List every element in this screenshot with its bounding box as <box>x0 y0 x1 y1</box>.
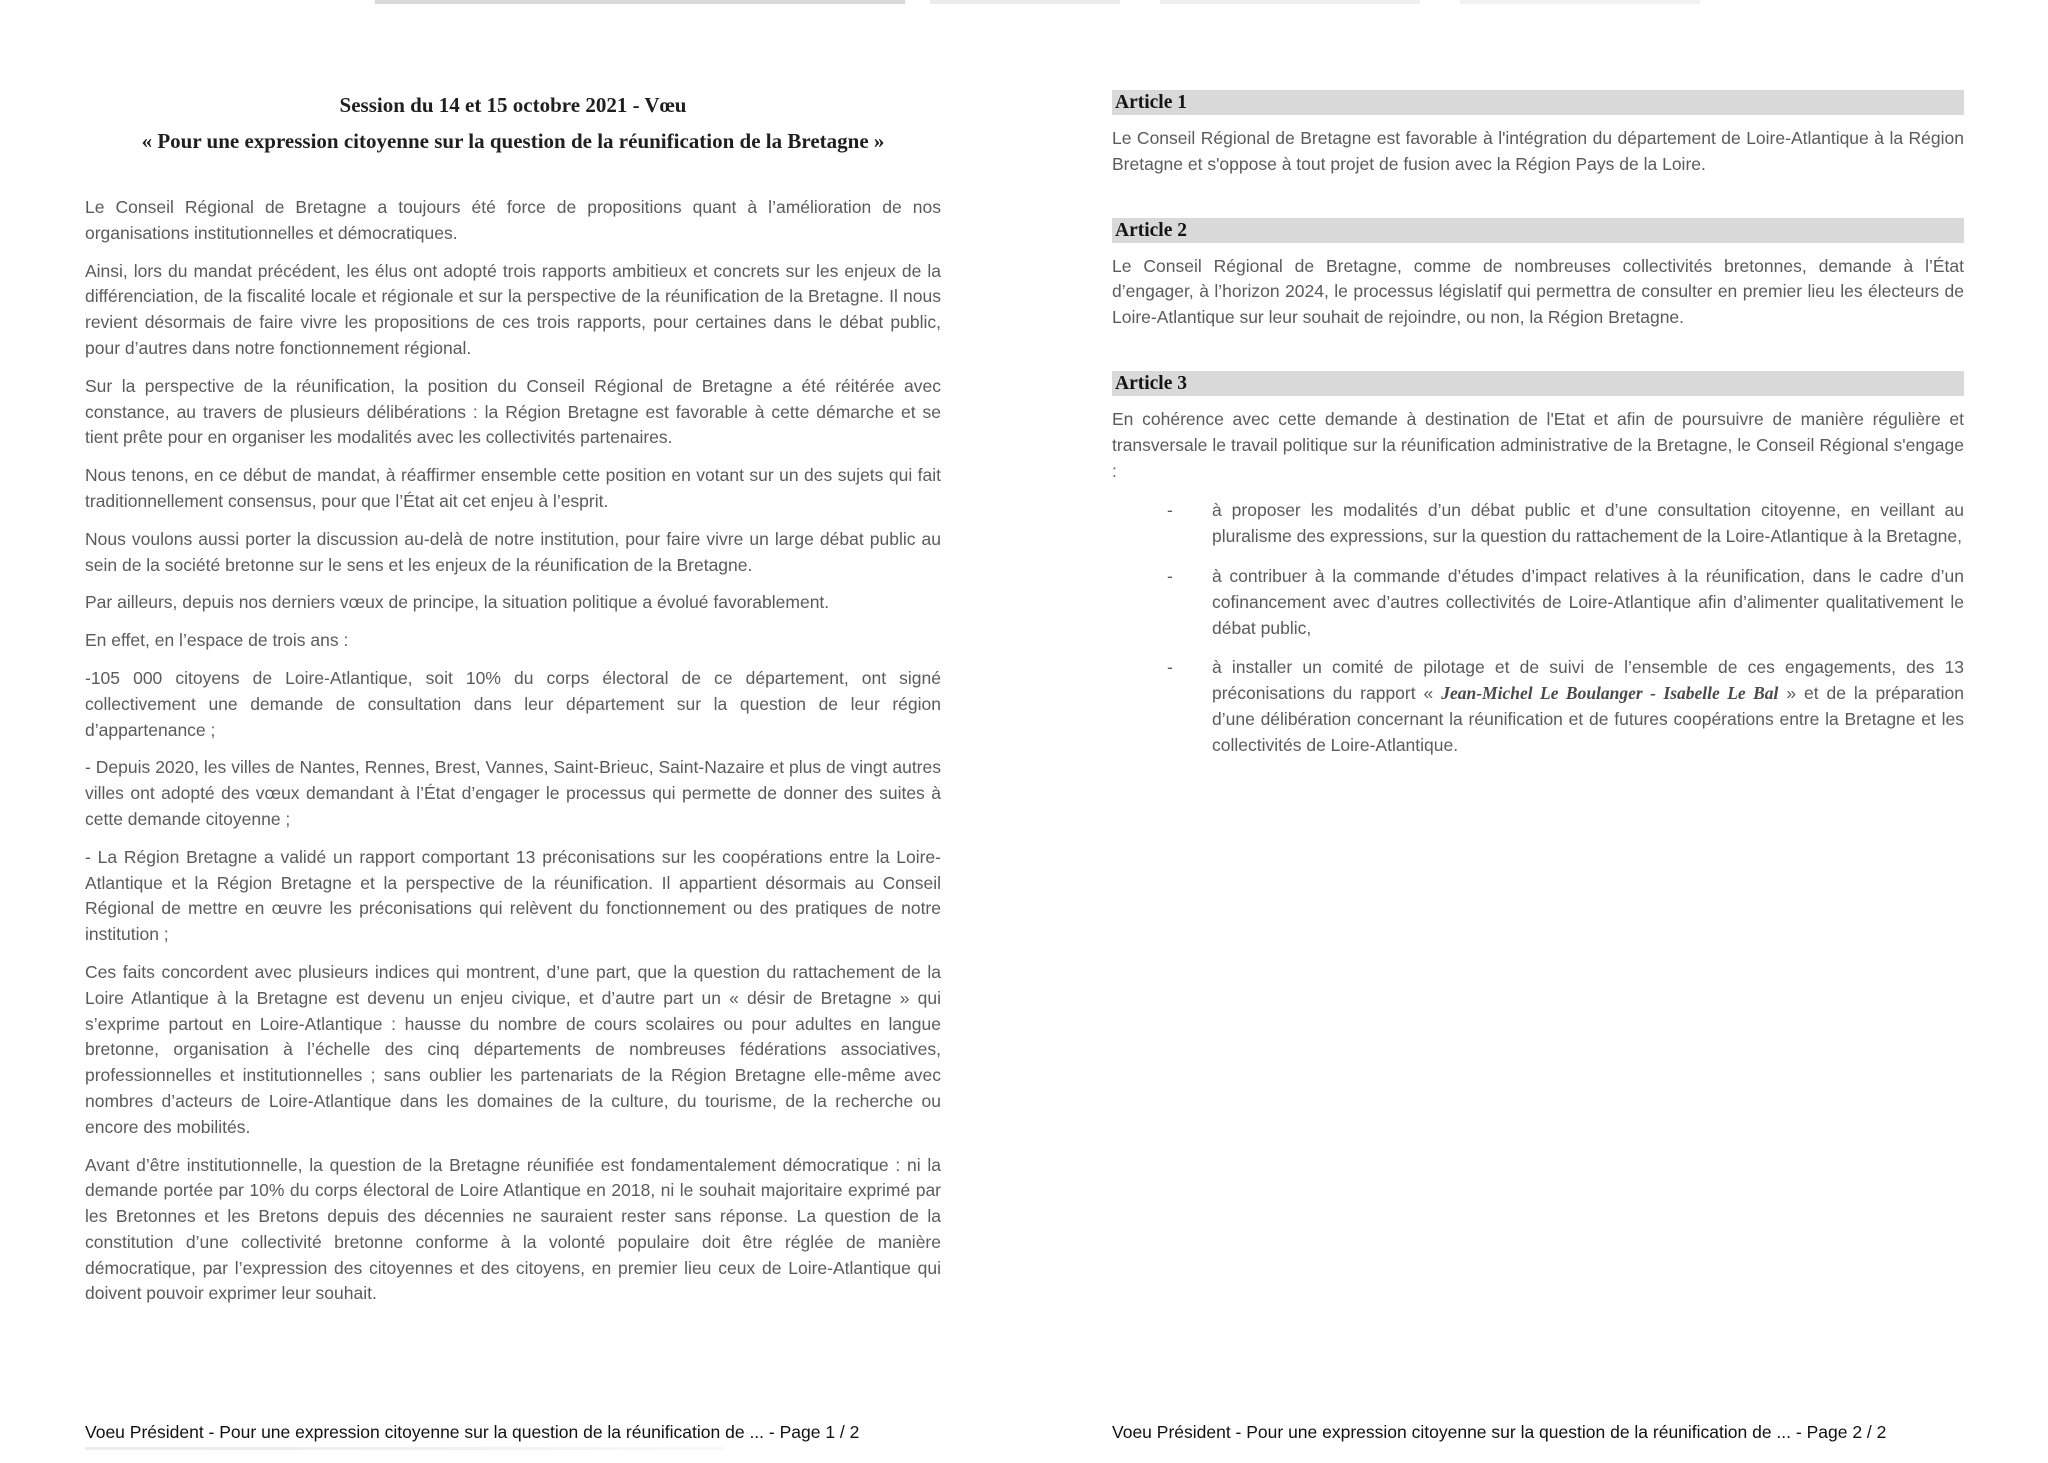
paragraph: En effet, en l’espace de trois ans : <box>85 630 349 651</box>
page-2-footer: Voeu Président - Pour une expression citoyenne sur la question de la réunification de ... - Page 2 / 2 <box>1112 1422 1887 1442</box>
paragraph: Ainsi, lors du mandat précédent, les élus ont adopté trois rapports ambitieux et concrets sur les enjeux de la différenciation, de la fiscalité locale et régionale et sur la perspective de la réunification de la Bretagne. Il nous revient désormais de faire vivre les propositions de ces trois rapports, pour certaines dans le débat public, pour d’autres dans notre fonctionnement régional. <box>85 260 941 358</box>
list-item-text: à contribuer à la commande d’études d’impact relatives à la réunification, dans le cadre d’un cofinancement avec d’autres collectivités de Loire-Atlantique afin d’alimenter qualitativement le débat public, <box>1212 565 1964 638</box>
rapport-authors: Jean-Michel Le Boulanger - Isabelle Le Bal <box>1441 683 1779 704</box>
list-item-text: à proposer les modalités d’un débat public et d’une consultation citoyenne, en veillant au pluralisme des expressions, sur la question du rattachement de la Loire-Atlantique à la Bretagne, <box>1212 500 1964 547</box>
document-title: Session du 14 et 15 octobre 2021 - Vœu <box>339 93 687 117</box>
page-1-footer: Voeu Président - Pour une expression citoyenne sur la question de la réunification de ... - Page 1 / 2 <box>85 1422 860 1442</box>
list-item-text: » et de la préparation d’une délibération concernant la réunification et de futures coopérations entre la Bretagne et les collectivités de Loire-Atlantique. <box>1212 683 1964 755</box>
list-item-text: à installer un comité de pilotage et de suivi de l’ensemble de ces engagements, des 13 préconisations du rapport « <box>1212 657 1964 704</box>
article-3-heading: Article 3 <box>1112 371 1964 396</box>
list-item <box>1112 564 1964 641</box>
list-item <box>1112 498 1964 550</box>
list-item <box>1112 655 1964 758</box>
article-1-heading: Article 1 <box>1112 90 1964 115</box>
paragraph: Nous voulons aussi porter la discussion au-delà de notre institution, pour faire vivre un large débat public au sein de la société bretonne sur le sens et les enjeux de la réunification de la Bretagne. <box>85 528 941 575</box>
dash-marker: - <box>1167 565 1173 586</box>
bottom-edge-artifact <box>85 1447 725 1450</box>
article-3-body: En cohérence avec cette demande à destination de l'Etat et afin de poursuivre de manière régulière et transversale le travail politique sur la réunification administrative de la Bretagne, le Conseil Régional s'engage : <box>1112 408 1964 481</box>
paragraph: Nous tenons, en ce début de mandat, à réaffirmer ensemble cette position en votant sur un des sujets qui fait traditionnellement consensus, pour que l’État ait cet enjeu à l’esprit. <box>85 465 941 511</box>
paragraph: Sur la perspective de la réunification, la position du Conseil Régional de Bretagne a été réitérée avec constance, au travers de plusieurs délibérations : la Région Bretagne est favorable à cette démarche et se tient prête pour en organiser les modalités avec les collectivités partenaires. <box>85 375 941 448</box>
dash-marker: - <box>1167 657 1173 678</box>
article-1-body: Le Conseil Régional de Bretagne est favorable à l'intégration du département de Loire-Atlantique à la Région Bretagne et s'oppose à tout projet de fusion avec la Région Pays de la Loire. <box>1112 128 1964 174</box>
dash-marker: - <box>1167 500 1173 521</box>
commitments-list <box>1112 498 1964 758</box>
paragraph: Par ailleurs, depuis nos derniers vœux de principe, la situation politique a évolué favorablement. <box>85 592 830 613</box>
document-subtitle: « Pour une expression citoyenne sur la question de la réunification de la Bretagne » <box>141 129 885 153</box>
paragraph: Ces faits concordent avec plusieurs indices qui montrent, d’une part, que la question du rattachement de la Loire Atlantique à la Bretagne est devenu un enjeu civique, et d’autre part un « désir de Bretagne » qui s’exprime partout en Loire-Atlantique : hausse du nombre de cours scolaires ou pour adultes en langue bretonne, organisation à l’échelle des cinq départements de nombreuses fédérations associatives, professionnelles et institutionnelles ; sans oublier les partenariats de la Région Bretagne elle-même avec nombres d’acteurs de Loire-Atlantique dans les domaines de la culture, du tourisme, de la recherche ou encore des mobilités. <box>85 961 941 1137</box>
paragraph: Le Conseil Régional de Bretagne a toujours été force de propositions quant à l’amélioration de nos organisations institutionnelles et démocratiques. <box>85 197 941 243</box>
paragraph: - La Région Bretagne a validé un rapport comportant 13 préconisations sur les coopérations entre la Loire-Atlantique et la Région Bretagne et la perspective de la réunification. Il appartient désormais au Conseil Régional de mettre en œuvre les préconisations qui relèvent du fonctionnement ou des pratiques de notre institution ; <box>85 846 941 945</box>
paragraph: -105 000 citoyens de Loire-Atlantique, soit 10% du corps électoral de ce département, ont signé collectivement une demande de consultation dans leur département sur la question de leur région d’appartenance ; <box>85 667 941 740</box>
top-edge-artifact <box>930 0 1120 4</box>
article-2-heading: Article 2 <box>1112 218 1964 243</box>
paragraph: Avant d’être institutionnelle, la question de la Bretagne réunifiée est fondamentalement démocratique : ni la demande portée par 10% du corps électoral de Loire Atlantique en 2018, ni le souhait majoritaire exprimé par les Bretonnes et les Bretons depuis des décennies ne sauraient rester sans réponse. La question de la constitution d’une collectivité bretonne conforme à la volonté populaire doit être réglée de manière démocratique, par l’expression des citoyennes et des citoyens, en premier lieu ceux de Loire-Atlantique qui doivent pouvoir exprimer leur souhait. <box>85 1154 941 1304</box>
document-page-1 <box>85 0 941 1307</box>
paragraph: - Depuis 2020, les villes de Nantes, Rennes, Brest, Vannes, Saint-Brieuc, Saint-Nazaire et plus de vingt autres villes ont adopté des vœux demandant à l’État d’engager le processus qui permette de donner des suites à cette demande citoyenne ; <box>85 757 941 829</box>
document-page-2 <box>1112 0 1964 759</box>
article-2-body: Le Conseil Régional de Bretagne, comme de nombreuses collectivités bretonnes, demande à l’État d’engager, à l’horizon 2024, le processus législatif qui permettra de consulter en premier lieu les électeurs de Loire-Atlantique sur leur souhait de rejoindre, ou non, la Région Bretagne. <box>1112 255 1964 328</box>
